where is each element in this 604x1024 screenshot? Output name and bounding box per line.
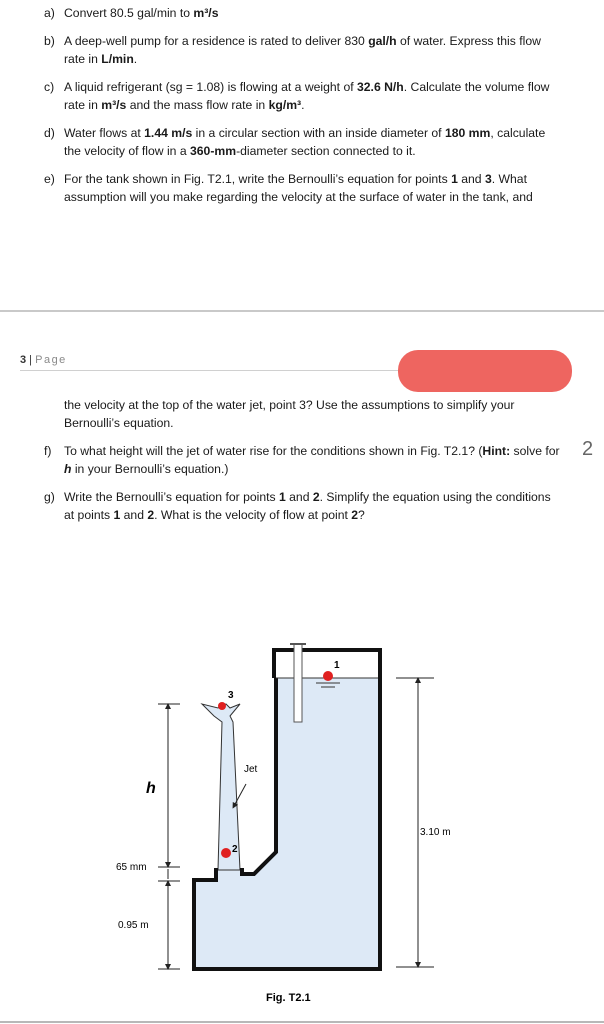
question-text: A liquid refrigerant (sg = 1.08) is flowing at a weight of 32.6 N/h. Calculate the volume flow rate in m³/s and the mass flow rate in kg/m³. xyxy=(64,80,550,112)
point-1-marker xyxy=(323,671,333,681)
dim-095m-label: 0.95 m xyxy=(118,920,149,931)
page-word: Page xyxy=(35,354,67,366)
question-label: d) xyxy=(44,126,55,140)
h-label: h xyxy=(146,780,156,797)
figure-caption: Fig. T2.1 xyxy=(266,992,311,1004)
vent-pipe xyxy=(294,644,302,722)
question-label: c) xyxy=(44,80,55,94)
question-text: To what height will the jet of water rise for the conditions shown in Fig. T2.1? (Hint: solve for h in your Bernoulli’s equation.) xyxy=(64,444,560,476)
nozzle-wall xyxy=(242,678,276,874)
question-label: a) xyxy=(44,6,55,20)
point-1-label: 1 xyxy=(334,660,340,671)
question-text: Write the Bernoulli’s equation for points 1 and 2. Simplify the equation using the conditions at points 1 and 2. What is the velocity of flow at point 2? xyxy=(64,490,551,522)
question-label: e) xyxy=(44,172,55,186)
question-text: A deep-well pump for a residence is rated to deliver 830 gal/h of water. Express this flow rate in L/min. xyxy=(64,34,541,66)
question-label: b) xyxy=(44,34,55,48)
point-2-label: 2 xyxy=(232,844,238,855)
side-page-number: 2 xyxy=(582,438,594,460)
page-number: 3 xyxy=(20,354,27,366)
point-3-label: 3 xyxy=(228,690,234,701)
question-e-continuation: the velocity at the top of the water jet, point 3? Use the assumptions to simplify your Bernoulli’s equation. xyxy=(64,398,515,430)
question-text: Convert 80.5 gal/min to m³/s xyxy=(64,6,219,20)
point-3-marker xyxy=(218,702,226,710)
dim-310m-label: 3.10 m xyxy=(420,827,451,838)
page-separator: | xyxy=(26,354,36,366)
page-bottom-rule xyxy=(0,1021,604,1023)
point-2-marker xyxy=(221,848,231,858)
dim-65mm-label: 65 mm xyxy=(116,862,147,873)
jet-label: Jet xyxy=(244,764,258,775)
question-label: g) xyxy=(44,490,55,504)
question-text: For the tank shown in Fig. T2.1, write the Bernoulli’s equation for points 1 and 3. What assumption will you make regarding the velocity at the surface of water in the tank, and xyxy=(64,172,533,204)
question-label: f) xyxy=(44,444,52,458)
question-text: Water flows at 1.44 m/s in a circular section with an inside diameter of 180 mm, calculate the velocity of flow in a 360-mm-diameter section connected to it. xyxy=(64,126,546,158)
